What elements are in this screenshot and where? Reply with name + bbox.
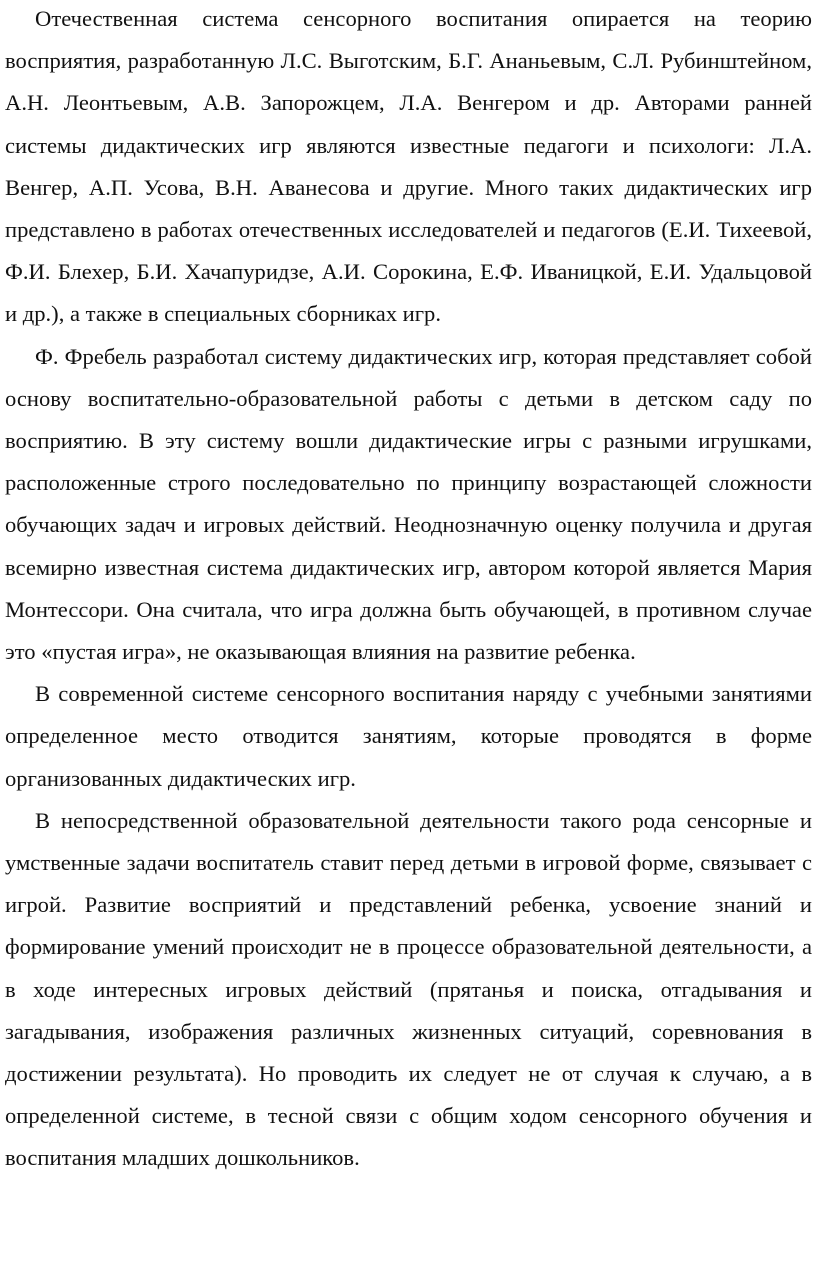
paragraph-1: Отечественная система сенсорного воспитания опирается на теорию восприятия, разработанную Л.С. Выготским, Б.Г. Ананьевым, С.Л. Рубинштейном, А.Н. Леонтьевым, А.В. Запорожцем, Л.А. Венгером и др. Авторами ранней системы дидактических игр являются известные педагоги и психологи: Л.А. Венгер, А.П. Усова, В.Н. Аванесова и другие. Много таких дидактических игр представлено в работах отечественных исследователей и педагогов (Е.И. Тихеевой, Ф.И. Блехер, Б.И. Хачапуридзе, А.И. Сорокина, Е.Ф. Иваницкой, Е.И. Удальцовой и др.), а также в специальных сборниках игр. <box>5 6 812 327</box>
paragraph-4: В непосредственной образовательной деятельности такого рода сенсорные и умственные задачи воспитатель ставит перед детьми в игровой форме, связывает с игрой. Развитие восприятий и представлений ребенка, усвоение знаний и формирование умений происходит не в процессе образовательной деятельности, а в ходе интересных игровых действий (прятанья и поиска, отгадывания и загадывания, изображения различных жизненных ситуаций, соревнования в достижении результата). Но проводить их следует не от случая к случаю, а в определенной системе, в тесной связи с общим ходом сенсорного обучения и воспитания младших дошкольников. <box>5 807 812 1171</box>
paragraph-2: Ф. Фребель разработал систему дидактических игр, которая представляет собой основу воспитательно-образовательной работы с детьми в детском саду по восприятию. В эту систему вошли дидактические игры с разными игрушками, расположенные строго последовательно по принципу возрастающей сложности обучающих задач и игровых действий. Неоднозначную оценку получила и другая всемирно известная система дидактических игр, автором которой является Мария Монтессори. Она считала, что игра должна быть обучающей, в противном случае это «пустая игра», не оказывающая влияния на развитие ребенка. <box>5 343 812 665</box>
paragraph-3: В современной системе сенсорного воспитания наряду с учебными занятиями определенное место отводится занятиям, которые проводятся в форме организованных дидактических игр. <box>5 681 812 791</box>
